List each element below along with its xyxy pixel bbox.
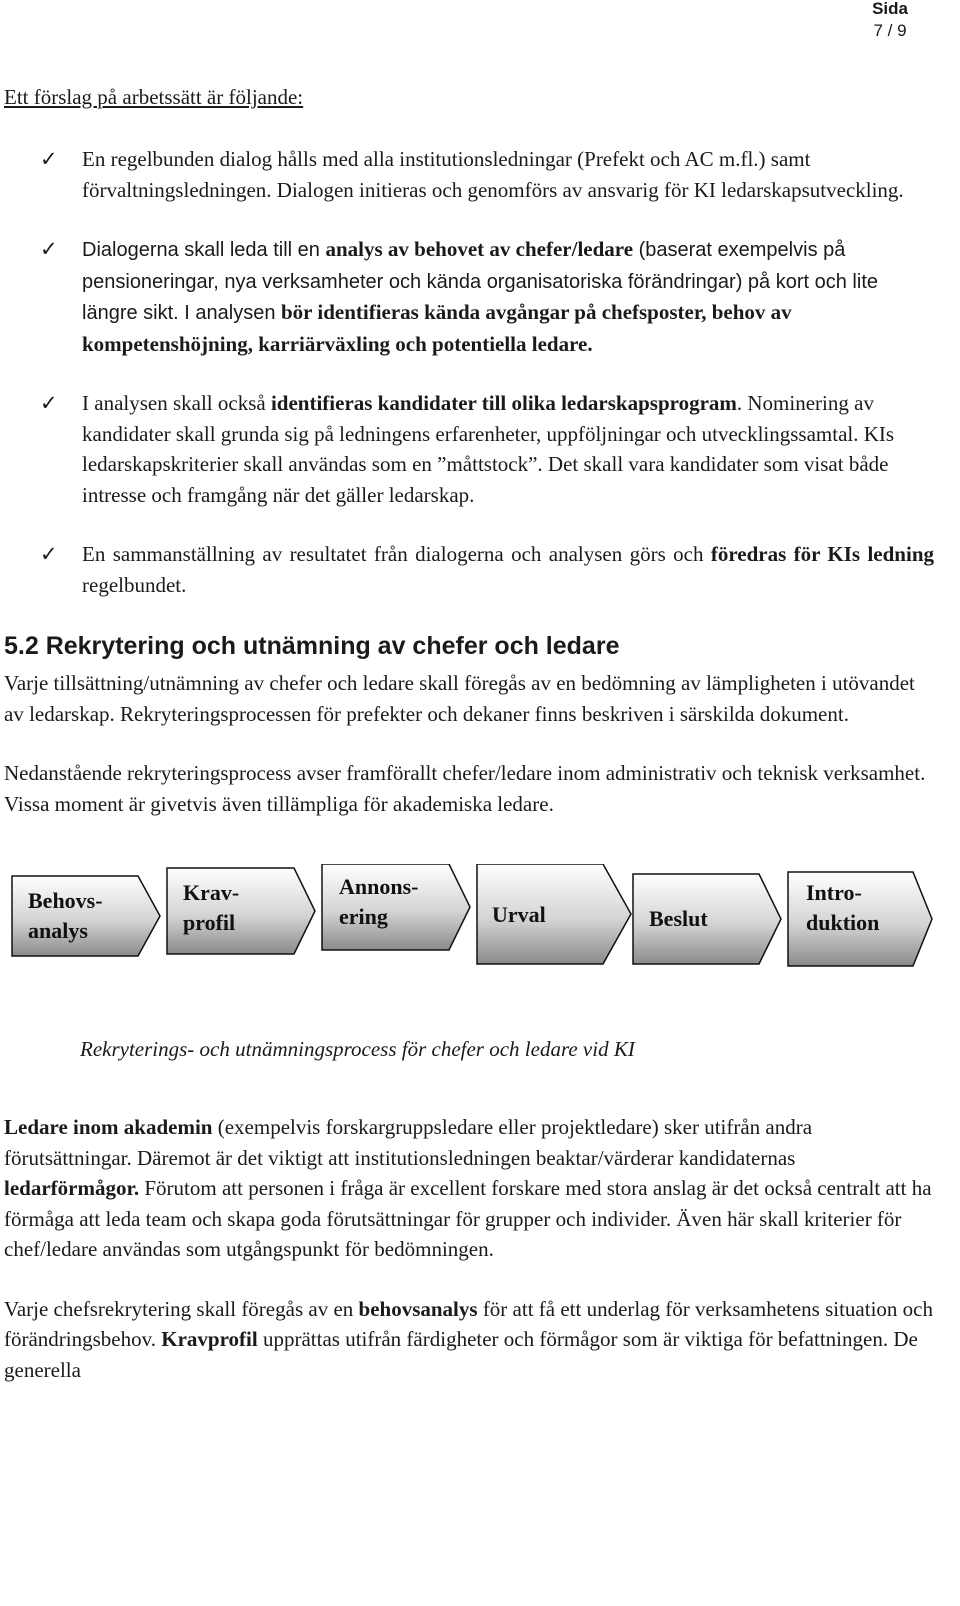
process-step-text: analys <box>28 918 88 943</box>
checklist-text <box>82 237 878 356</box>
process-step-urval <box>492 900 546 930</box>
process-arrows <box>4 864 934 1004</box>
checklist-item <box>4 144 934 205</box>
text-run-bold: bör identifieras kända avgångar på chefsposter, behov av kompetenshöjning, karriärväxling och potentiella ledare. <box>82 300 792 356</box>
section-paragraph: Nedanstående rekryteringsprocess avser framförallt chefer/ledare inom administrativ och teknisk verksamhet. Vissa moment är givetvis även tillämpliga för akademiska ledare. <box>4 761 926 816</box>
process-step-text: Urval <box>492 902 546 927</box>
text-run: regelbundet. <box>82 572 187 597</box>
text-run-bold: ledarförmågor. <box>4 1176 140 1200</box>
paragraph-chefsrekrytering <box>4 1294 934 1386</box>
section-paragraph: Varje tillsättning/utnämning av chefer och ledare skall föregås av en bedömning av lämpligheten i utövandet av ledarskap. Rekryteringsprocessen för prefekter och dekaner finns beskriven i särskilda dokument. <box>4 671 915 726</box>
text-run: (baserat exempelvis på pensioneringar, nya verksamheter och kända organisatoriska förändringar) på kort och lite längre sikt. I analysen <box>82 239 878 324</box>
text-run: upprättas utifrån färdigheter och förmågor som är viktiga för befattningen. De generella <box>4 1327 918 1382</box>
section-title: 5.2 Rekrytering och utnämning av chefer och ledare <box>4 632 620 660</box>
process-step-text: Krav- <box>183 880 240 905</box>
checkmark-icon: ✓ <box>40 237 58 261</box>
checklist-item <box>4 388 934 510</box>
page-header <box>872 0 908 42</box>
text-run-bold: behovsanalys <box>358 1296 478 1321</box>
document-body <box>4 82 934 1414</box>
process-diagram <box>4 864 934 1004</box>
text-run: En regelbunden dialog hålls med alla institutionsledningar (Prefekt och AC m.fl.) samt förvaltningsledningen. Dialogen initieras och genomförs av ansvarig för KI ledarskapsutveckling. <box>82 147 904 202</box>
text-run: (exempelvis forskargruppsledare eller projektledare) sker utifrån andra förutsättningar. Däremot är det viktigt att institutionsledningen beaktar/värderar kandidaternas <box>4 1115 813 1170</box>
checklist-item <box>4 539 934 600</box>
text-run: . Nominering av kandidater skall grunda sig på ledningens erfarenheter, uppföljningar och utvecklingssamtal. KIs ledarskapskriterier skall användas som en ”måttstock”. Det skall vara kandidater som visat både intresse och framgång när det gäller ledarskap. <box>82 391 895 507</box>
intro-heading: Ett förslag på arbetssätt är följande: <box>4 85 304 109</box>
paragraph-akademin <box>4 1112 934 1265</box>
text-run-bold: föredras för KIs ledning <box>710 542 935 566</box>
text-run-bold: analys av behovet av chefer/ledare <box>325 237 634 261</box>
text-run-bold: Kravprofil <box>161 1327 258 1351</box>
page-number: 7 / 9 <box>873 21 907 40</box>
checkmark-icon: ✓ <box>40 391 58 415</box>
text-run-bold: identifieras kandidater till olika ledarskapsprogram <box>270 391 737 415</box>
text-run: I analysen skall också <box>82 391 271 415</box>
text-run: Varje chefsrekrytering skall föregås av en <box>4 1296 359 1321</box>
text-run-bold: Ledare inom akademin <box>4 1115 213 1139</box>
process-step-text: ering <box>339 904 388 929</box>
text-run: En sammanställning av resultatet från dialogerna och analysen görs och <box>82 542 711 566</box>
text-run: Förutom att personen i fråga är excellent forskare med stora anslag är det också centralt att ha förmåga att leda team och skapa goda förutsättningar för grupper och individer. Även här skall kriterier för chef/ledare användas som utgångspunkt för bedömningen. <box>4 1176 932 1261</box>
checkmark-icon: ✓ <box>40 542 58 566</box>
process-step-text: Beslut <box>649 906 708 931</box>
process-step-introduktion <box>806 878 879 938</box>
checklist-text <box>82 147 904 202</box>
process-step-text: profil <box>183 910 236 935</box>
process-step-behovsanalys <box>28 886 103 946</box>
process-step-text: duktion <box>806 910 880 935</box>
process-step-text: Annons- <box>339 874 419 899</box>
text-run: för att få ett underlag för verksamhetens situation och förändringsbehov. <box>4 1296 933 1351</box>
text-run: Dialogerna skall leda till en <box>82 239 326 261</box>
checklist-item <box>4 234 934 359</box>
checkmark-icon: ✓ <box>40 147 58 171</box>
diagram-caption: Rekryterings- och utnämningsprocess för chefer och ledare vid KI <box>80 1037 635 1061</box>
process-step-text: Behovs- <box>28 888 103 913</box>
checklist-text <box>82 542 934 597</box>
page-header-label: Sida <box>872 0 908 18</box>
process-step-text: Intro- <box>806 880 862 905</box>
process-step-annonsering <box>339 872 418 932</box>
checklist-text <box>82 391 894 507</box>
checklist <box>4 144 934 600</box>
process-step-beslut <box>649 904 708 934</box>
process-step-kravprofil <box>183 878 239 938</box>
